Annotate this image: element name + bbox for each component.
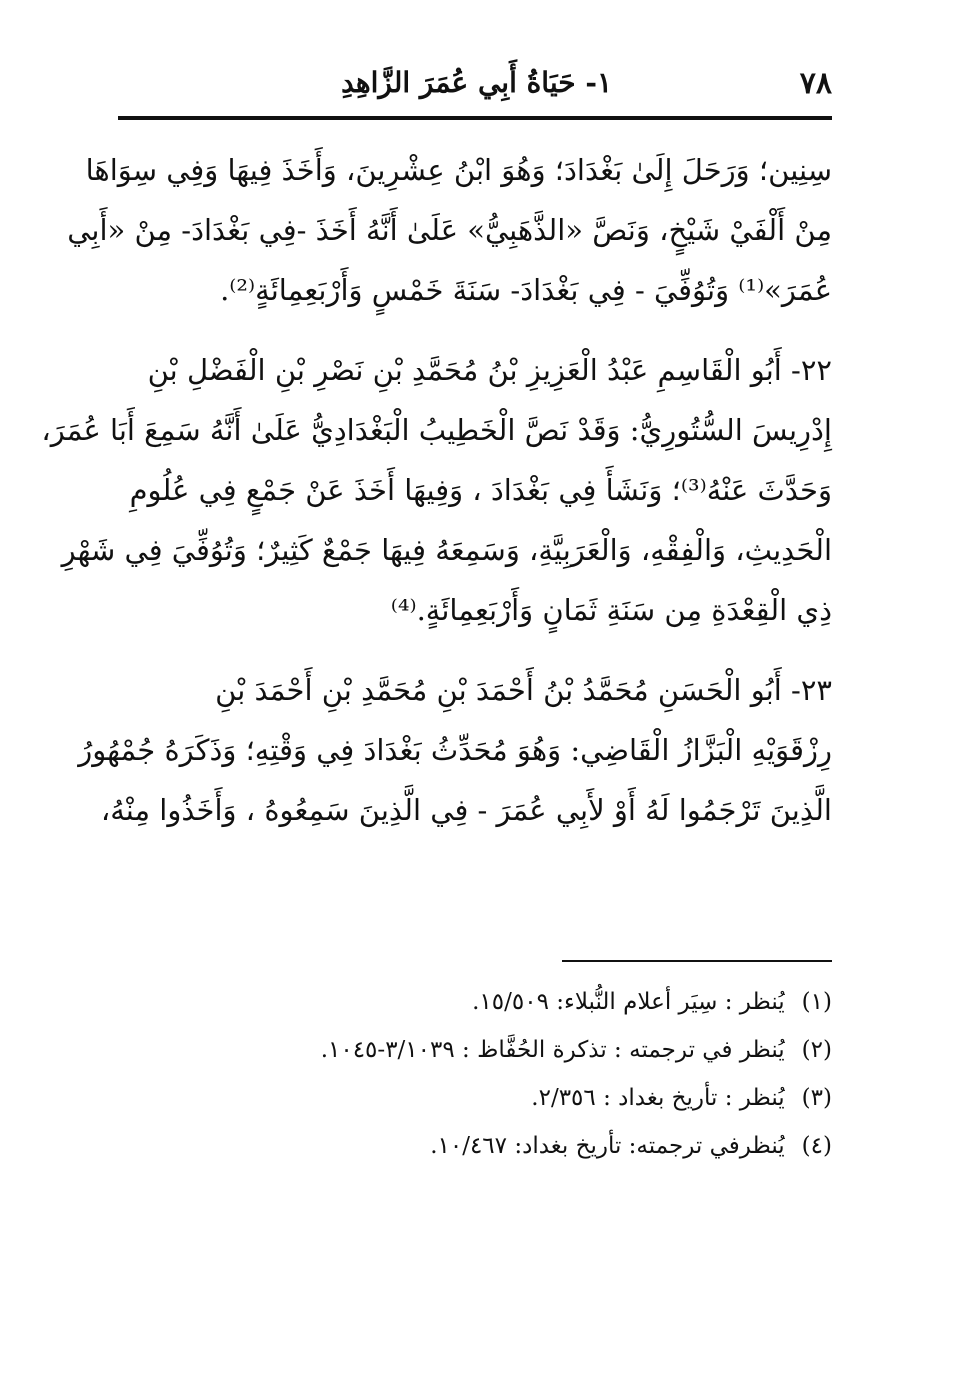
body-text [41,140,832,840]
paragraph-entry-23 [78,660,832,840]
footnote-3 [232,1074,832,1122]
footnote-number: (٢) [801,1037,832,1063]
page-number: ٧٨ [799,66,832,101]
footnote-number: (٤) [801,1133,832,1159]
footnotes [232,978,832,1170]
text-line: مِنْ أَلْفَيْ شَيْخٍ، وَنَصَّ «الذَّهَبِيُّ» عَلَىٰ أَنَّهُ أَخَذَ -فِي بَغْدَادَ- مِنْ «أَبِي [67,213,832,247]
paragraph-entry-22 [41,340,832,640]
page-header [118,62,832,110]
text-line: ذِي الْقِعْدَةِ مِن سَنَةِ ثَمَانٍ وَأَرْبَعِمِائَةٍ.⁽⁴⁾ [390,593,832,627]
footnote-4 [232,1122,832,1170]
footnote-rule [562,960,832,962]
text-line: رِزْقَوَيْهِ الْبَزَّازُ الْقَاضِي: وَهُوَ مُحَدِّثُ بَغْدَادَ فِي وَقْتِهِ؛ وَذَكَرَهُ جُمْهُورُ [78,733,832,767]
text-line: ٢٢- أَبُو الْقَاسِمِ عَبْدُ الْعَزِيزِ بْنُ مُحَمَّدِ بْنِ نَصْرِ بْنِ الْفَضْلِ بْنِ [147,353,832,387]
text-line: الَّذِينَ تَرْجَمُوا لَهُ أَوْ لأَبِي عُمَرَ - فِي الَّذِينَ سَمِعُوهُ ، وَأَخَذُوا مِنْهُ، [100,793,832,827]
footnote-text: يُنظر في ترجمته : تذكرة الحُفَّاظ : ٣/١٠٣٩-١٠٤٥. [320,1037,785,1063]
text-line: سِنِين؛ وَرَحَلَ إِلَىٰ بَغْدَادَ؛ وَهُوَ ابْنُ عِشْرِينَ، وَأَخَذَ فِيهَا وَفِي سِوَاهَا [85,153,832,187]
footnote-text: يُنظر : سِيَر أعلام النُّبلاء: ١٥/٥٠٩. [472,989,785,1015]
footnote-2 [232,1026,832,1074]
footnote-text: يُنظر : تأريخ بغداد : ٢/٣٥٦. [531,1085,785,1111]
header-rule [118,116,832,120]
footnote-text: يُنظرفي ترجمته: تأريخ بغداد: ١٠/٤٦٧. [430,1133,785,1159]
footnote-number: (٣) [801,1085,832,1111]
paragraph-intro [67,140,832,320]
footnote-number: (١) [801,989,832,1015]
footnote-1 [232,978,832,1026]
text-line: ٢٣- أَبُو الْحَسَنِ مُحَمَّدُ بْنُ أَحْمَدَ بْنِ مُحَمَّدِ بْنِ أَحْمَدَ بْنِ [215,673,832,707]
text-line: إِدْرِيسَ السُّتُورِيُّ: وَقَدْ نَصَّ الْخَطِيبُ الْبَغْدَادِيُّ عَلَىٰ أَنَّهُ سَمِعَ أَبَا عُمَرَ، [41,413,832,447]
text-line: عُمَرَ»⁽¹⁾ وَتُوُفِّيَ - فِي بَغْدَادَ- سَنَةَ خَمْسٍ وَأَرْبَعِمِائَةٍ⁽²⁾. [220,273,832,307]
text-line: وَحَدَّثَ عَنْهُ⁽³⁾؛ وَنَشَأَ فِي بَغْدَادَ ، وَفِيهَا أَخَذَ عَنْ جَمْعٍ فِي عُلُومِ [129,473,832,507]
text-line: الْحَدِيثِ، وَالْفِقْهِ، وَالْعَرَبِيَّةِ، وَسَمِعَهُ فِيهَا جَمْعٌ كَثِيرٌ؛ وَتُوُفِّيَ فِي شَهْرِ [61,533,832,567]
running-title: ١- حَيَاةُ أَبِي عُمَرَ الزَّاهِدِ [341,66,612,99]
